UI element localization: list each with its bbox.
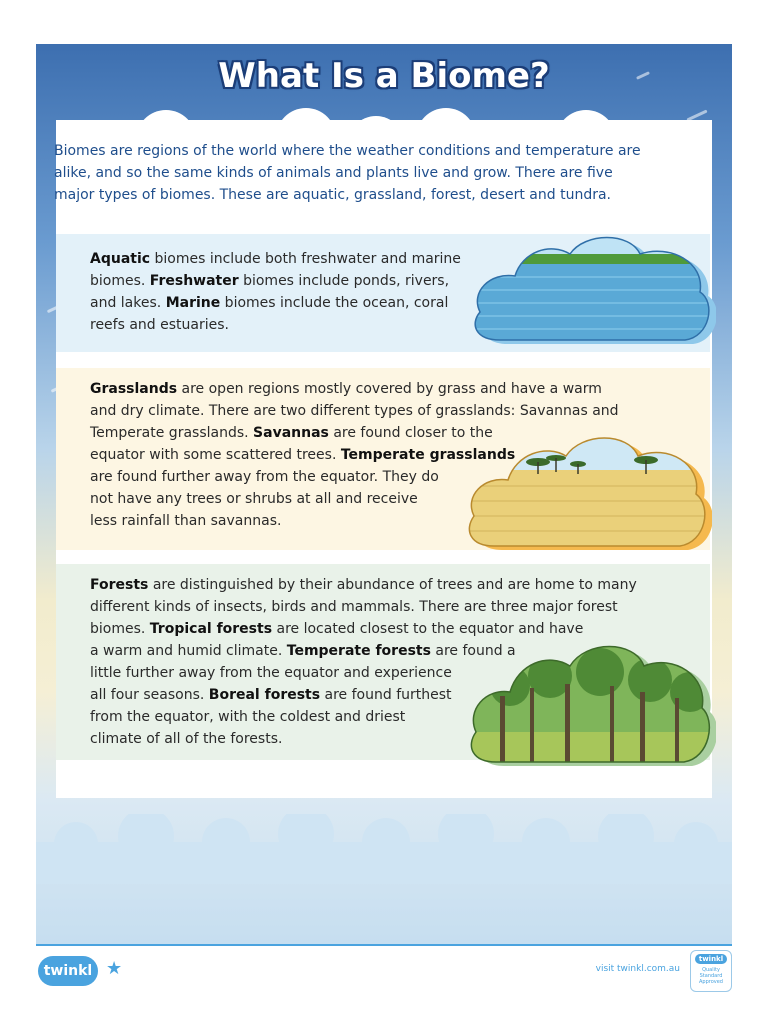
bottom-clouds <box>36 814 732 884</box>
badge-logo: twinkl <box>695 954 727 964</box>
text-run: are found further away from the equator. They do <box>90 469 439 485</box>
text-run: are open regions mostly covered by grass and have a warm <box>177 381 602 397</box>
twinkl-logo[interactable]: twinkl <box>38 956 98 986</box>
text-run: biomes include ponds, rivers, <box>238 273 450 289</box>
grasslands-line <box>90 378 670 400</box>
quality-badge <box>690 950 732 992</box>
grasslands-line <box>90 400 670 422</box>
text-run: different kinds of insects, birds and mammals. There are three major forest <box>90 599 618 615</box>
bold-term: Boreal forests <box>208 687 321 703</box>
text-run: less rainfall than savannas. <box>90 513 282 529</box>
text-run: biomes include the ocean, coral <box>220 295 449 311</box>
grassland-cloud-image <box>466 426 712 550</box>
page-title: What Is a Biome? <box>218 56 550 96</box>
forests-line <box>90 596 670 618</box>
aquatic-line <box>90 292 490 314</box>
text-run: reefs and estuaries. <box>90 317 229 333</box>
text-run: little further away from the equator and experience <box>90 665 452 681</box>
bold-term: Temperate grasslands <box>340 447 516 463</box>
text-run: from the equator, with the coldest and driest <box>90 709 406 725</box>
text-run: not have any trees or shrubs at all and receive <box>90 491 418 507</box>
text-run: equator with some scattered trees. <box>90 447 341 463</box>
aquatic-line <box>90 270 490 292</box>
bold-term: Aquatic <box>90 251 151 267</box>
intro-paragraph: Biomes are regions of the world where the weather conditions and temperature are alike, and so the same kinds of animals and plants live and grow. There are five major types of biomes. These are aquatic, grassland, forest, desert and tundra. <box>54 143 641 203</box>
forests-line <box>90 574 670 596</box>
text-run: are found furthest <box>320 687 452 703</box>
bold-term: Forests <box>90 577 149 593</box>
footer-divider <box>36 944 732 946</box>
bold-term: Grasslands <box>90 381 178 397</box>
forest-cloud-image <box>470 636 716 766</box>
text-run: Temperate grasslands. <box>90 425 254 441</box>
bold-term: Savannas <box>253 425 329 441</box>
bold-term: Tropical forests <box>149 621 273 637</box>
bold-term: Freshwater <box>149 273 239 289</box>
text-run: are found a <box>430 643 516 659</box>
aquatic-cloud-image <box>470 232 716 344</box>
badge-text: Quality Standard Approved <box>699 967 723 985</box>
aquatic-line <box>90 248 490 270</box>
text-run: all four seasons. <box>90 687 209 703</box>
text-run: a warm and humid climate. <box>90 643 287 659</box>
text-run: are distinguished by their abundance of trees and are home to many <box>148 577 637 593</box>
visit-link[interactable]: visit twinkl.com.au <box>595 964 680 974</box>
text-run: biomes. <box>90 621 150 637</box>
aquatic-line <box>90 314 490 336</box>
bold-term: Temperate forests <box>286 643 431 659</box>
text-run: biomes. <box>90 273 150 289</box>
text-run: biomes include both freshwater and marine <box>150 251 461 267</box>
bold-term: Marine <box>165 295 221 311</box>
aquatic-text <box>90 248 490 336</box>
text-run: climate of all of the forests. <box>90 731 283 747</box>
text-run: are found closer to the <box>328 425 493 441</box>
text-run: are located closest to the equator and have <box>272 621 584 637</box>
text-run: and lakes. <box>90 295 166 311</box>
star-icon: ★ <box>106 958 123 979</box>
text-run: and dry climate. There are two different types of grasslands: Savannas and <box>90 403 619 419</box>
